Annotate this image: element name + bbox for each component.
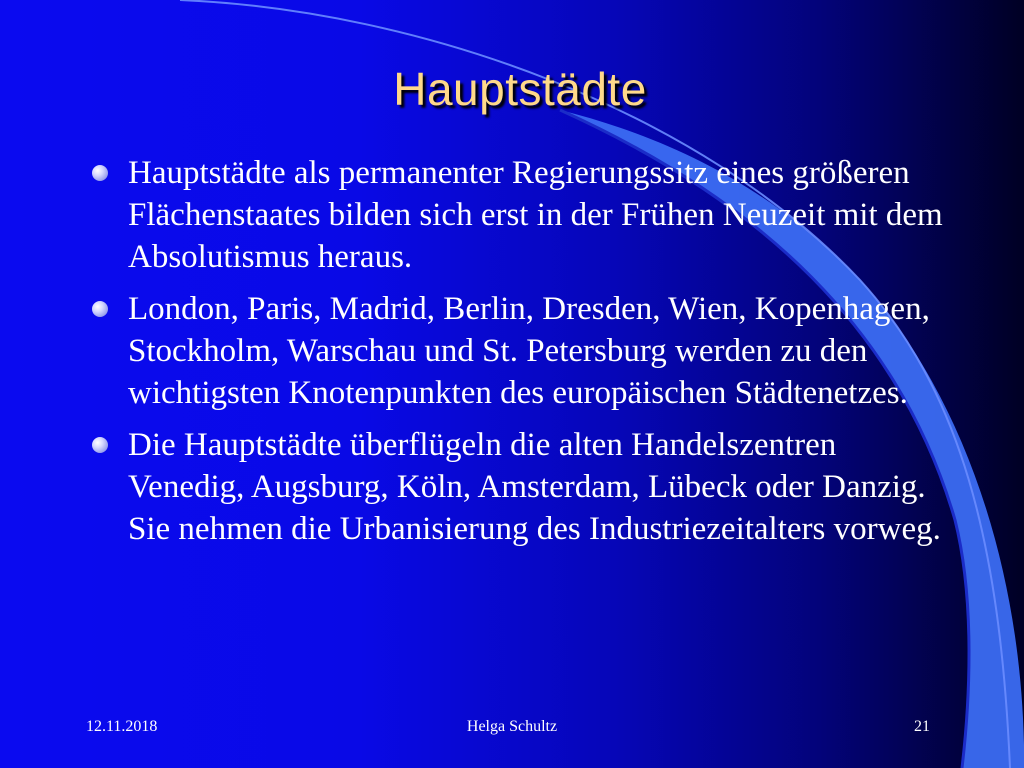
bullet-dot-icon [92, 437, 108, 453]
bullet-dot-icon [92, 301, 108, 317]
bullet-item [92, 288, 952, 414]
bullet-item [92, 424, 952, 550]
bullet-dot-icon [92, 165, 108, 181]
bullet-text: Die Hauptstädte überflügeln die alten Handelszentren Venedig, Augsburg, Köln, Amsterdam, Lübeck oder Danzig. Sie nehmen die Urbanisierung des Industriezeitalters vorweg. [128, 427, 941, 547]
bullet-list [92, 152, 952, 560]
bullet-text: Hauptstädte als permanenter Regierungssitz eines größeren Flächenstaates bilden sich erst in der Frühen Neuzeit mit dem Absolutismus heraus. [128, 155, 943, 275]
bullet-text: London, Paris, Madrid, Berlin, Dresden, Wien, Kopenhagen, Stockholm, Warschau und St. Petersburg werden zu den wichtigsten Knotenpunkten des europäischen Städtenetzes. [128, 291, 930, 411]
slide-title: Hauptstädte [393, 63, 647, 115]
bullet-item [92, 152, 952, 278]
footer-date: 12.11.2018 [86, 718, 158, 735]
footer-author: Helga Schultz [466, 718, 558, 735]
footer-page-number: 21 [914, 718, 930, 735]
